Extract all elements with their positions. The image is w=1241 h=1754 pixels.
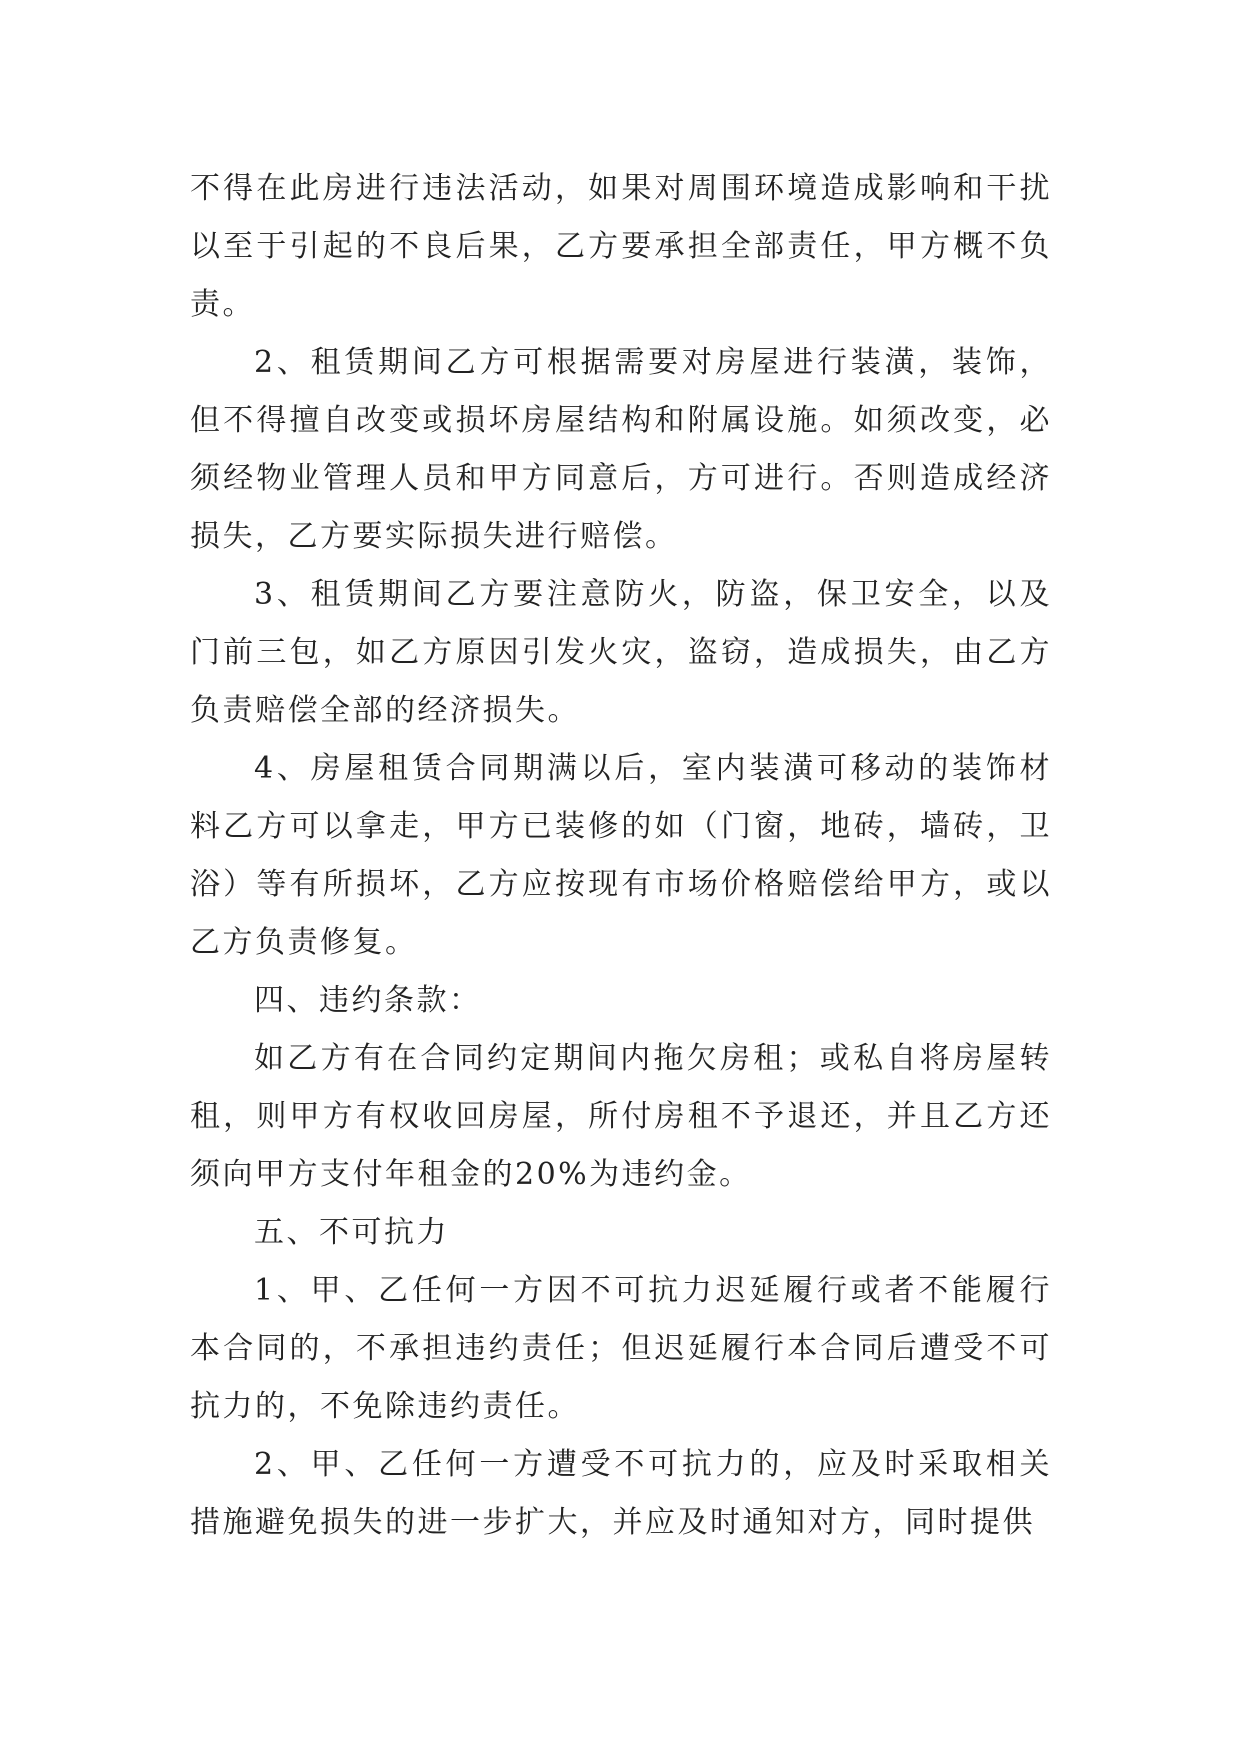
paragraph-clause-3: 3、租赁期间乙方要注意防火，防盗，保卫安全，以及门前三包，如乙方原因引发火灾，盗窃，造成损失，由乙方负责赔偿全部的经济损失。	[190, 577, 1052, 728]
paragraph-clause-2: 2、租赁期间乙方可根据需要对房屋进行装潢，装饰，但不得擅自改变或损坏房屋结构和附属设施。如须改变，必须经物业管理人员和甲方同意后，方可进行。否则造成经济损失，乙方要实际损失进行赔偿。	[190, 345, 1052, 554]
section-heading-force-majeure: 五、不可抗力	[254, 1215, 449, 1250]
paragraph-force-majeure-2: 2、甲、乙任何一方遭受不可抗力的，应及时采取相关措施避免损失的进一步扩大，并应及时通知对方，同时提供	[190, 1447, 1052, 1540]
paragraph-force-majeure-1: 1、甲、乙任何一方因不可抗力迟延履行或者不能履行本合同的，不承担违约责任；但迟延履行本合同后遭受不可抗力的，不免除违约责任。	[190, 1273, 1052, 1424]
section-heading-breach: 四、违约条款：	[254, 983, 482, 1018]
paragraph-breach-terms: 如乙方有在合同约定期间内拖欠房租；或私自将房屋转租，则甲方有权收回房屋，所付房租不予退还，并且乙方还须向甲方支付年租金的20%为违约金。	[190, 1041, 1052, 1192]
paragraph-continuation: 不得在此房进行违法活动，如果对周围环境造成影响和干扰以至于引起的不良后果，乙方要承担全部责任，甲方概不负责。	[190, 171, 1052, 322]
paragraph-clause-4: 4、房屋租赁合同期满以后，室内装潢可移动的装饰材料乙方可以拿走，甲方已装修的如（门窗，地砖，墙砖，卫浴）等有所损坏，乙方应按现有市场价格赔偿给甲方，或以乙方负责修复。	[190, 751, 1052, 960]
document-body	[190, 160, 1052, 1552]
